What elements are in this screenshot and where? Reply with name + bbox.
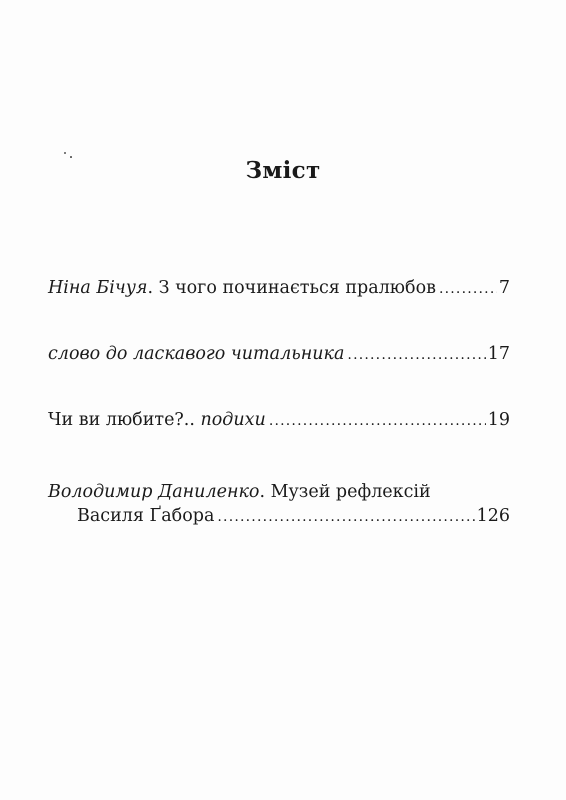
toc-entry	[48, 408, 510, 433]
toc-author-separator: .	[259, 482, 271, 502]
print-speck	[64, 152, 66, 154]
toc-page-number: 126	[476, 506, 510, 526]
toc-page-number: 17	[487, 344, 510, 364]
toc-author-separator: .	[147, 278, 159, 298]
toc-entry	[48, 276, 510, 301]
dot-leader	[217, 505, 474, 529]
toc-page-number: 19	[487, 410, 510, 430]
page-title: Зміст	[245, 157, 321, 184]
toc-title: слово до ласкавого читальника	[48, 344, 345, 364]
toc-author: Володимир Даниленко	[48, 482, 260, 502]
toc-title: подихи	[200, 410, 266, 430]
toc-title: Музей рефлексій	[270, 482, 431, 502]
toc-title: З чого починається пралюбов	[158, 278, 436, 298]
toc-entry	[48, 342, 510, 367]
toc-title-continuation: Василя Ґабора	[77, 506, 215, 526]
toc-page-number: 7	[498, 278, 510, 298]
dot-leader	[439, 277, 497, 301]
dot-leader	[347, 343, 485, 367]
toc-author: Ніна Бічуя	[48, 278, 148, 298]
toc-title-prefix: Чи ви любите?..	[48, 410, 201, 430]
dot-leader	[269, 409, 486, 433]
toc-entry	[48, 480, 510, 529]
